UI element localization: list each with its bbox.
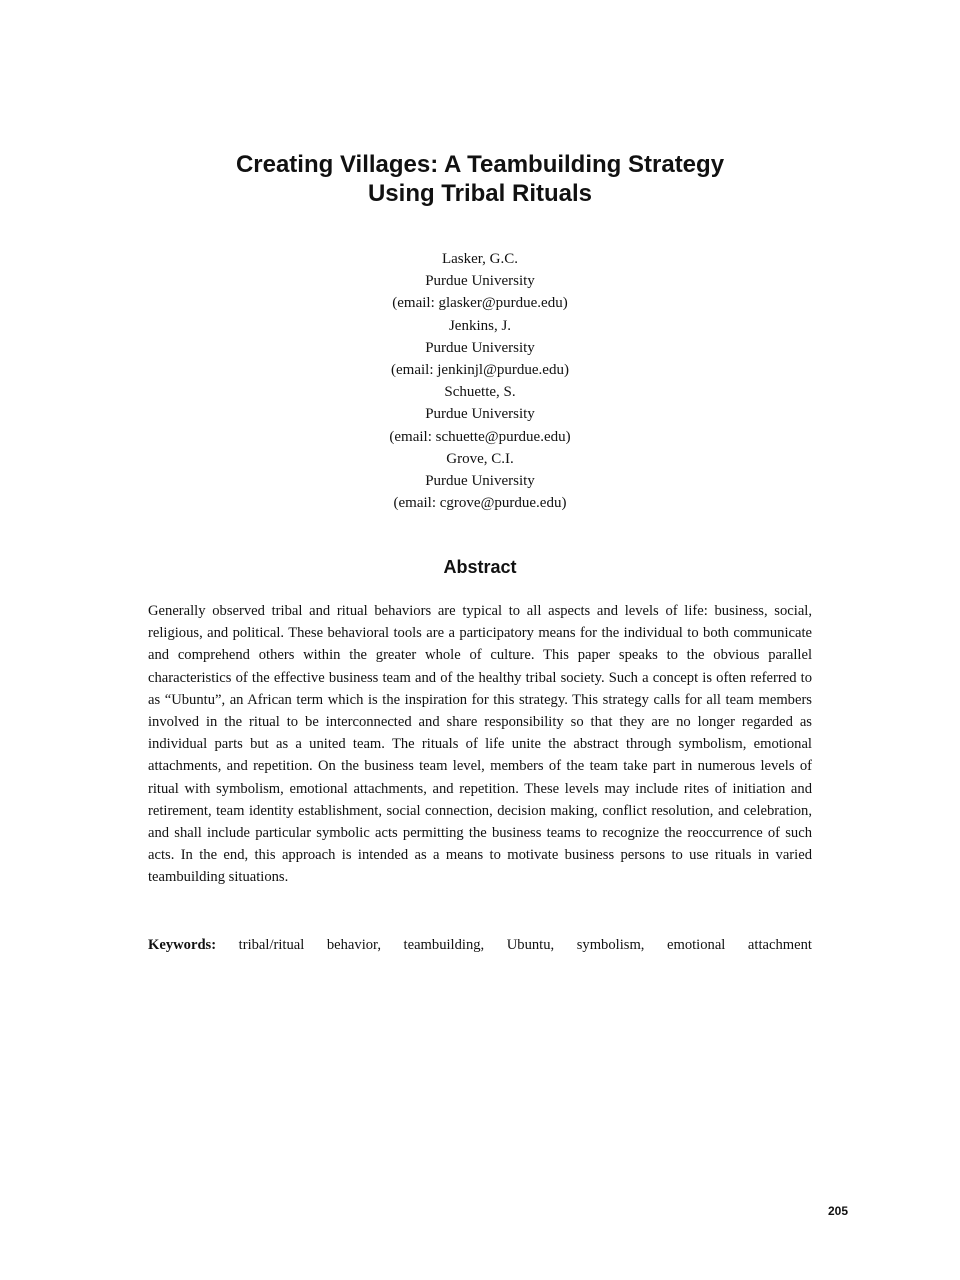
- author-name: Schuette, S.: [444, 384, 516, 401]
- author-affiliation: Purdue University: [425, 406, 535, 423]
- keyword: emotional: [667, 937, 726, 953]
- page-number: 205: [827, 1204, 848, 1218]
- keyword: symbolism,: [576, 937, 645, 953]
- author-block: [0, 248, 960, 315]
- author-email: (email: jenkinjl@purdue.edu): [391, 362, 569, 379]
- keyword: attachment: [747, 937, 812, 953]
- abstract-heading: Abstract: [443, 557, 517, 577]
- paper-title-line-1: Creating Villages: A Teambuilding Strategy: [235, 151, 725, 178]
- paper-title: [0, 150, 960, 208]
- keywords-label: Keywords:: [148, 937, 217, 953]
- keyword: teambuilding,: [403, 937, 485, 953]
- author-name: Lasker, G.C.: [441, 251, 519, 267]
- author-name: Grove, C.I.: [446, 450, 514, 467]
- author-email: (email: cgrove@purdue.edu): [393, 495, 567, 512]
- author-block: [0, 381, 960, 448]
- keyword: Ubuntu,: [506, 937, 555, 953]
- paper-title-line-2: Using Tribal Rituals: [367, 180, 593, 207]
- author-affiliation: Purdue University: [425, 339, 535, 356]
- author-name: Jenkins, J.: [448, 317, 512, 334]
- keyword: behavior,: [326, 937, 381, 953]
- abstract-text: Generally observed tribal and ritual behaviors are typical to all aspects and levels of life: business, social, religious, and political. These behavioral tools are a participatory means for the individual to both communicate and comprehend others within the greater whole of culture. This paper speaks to the obvious parallel characteristics of the effective business team and of the healthy tribal society. Such a concept is often referred to as “Ubuntu”, an African term which is the inspiration for this strategy. This strategy calls for all team members involved in the ritual to be interconnected and share responsibility so that they are no longer regarded as individual parts but as a united team. The rituals of life unite the abstract through symbolism, emotional attachments, and repetition. On the business team level, members of the team take part in numerous levels of ritual with symbolism, emotional attachments, and repetition. These levels may include rites of initiation and retirement, team identity establishment, social connection, decision making, conflict resolution, and celebration, and shall include particular symbolic acts permitting the business teams to recognize the reoccurrence of such acts. In the end, this approach is intended as a means to motivate business persons to use rituals in varied teambuilding situations.: [148, 603, 812, 886]
- author-block: [0, 448, 960, 515]
- author-email: (email: schuette@purdue.edu): [389, 428, 571, 445]
- keywords-line: [148, 934, 812, 956]
- author-list: [0, 248, 960, 514]
- author-affiliation: Purdue University: [425, 273, 535, 290]
- keyword: tribal/ritual: [238, 937, 305, 953]
- author-block: [0, 315, 960, 382]
- author-affiliation: Purdue University: [425, 473, 535, 490]
- author-email: (email: glasker@purdue.edu): [392, 295, 568, 312]
